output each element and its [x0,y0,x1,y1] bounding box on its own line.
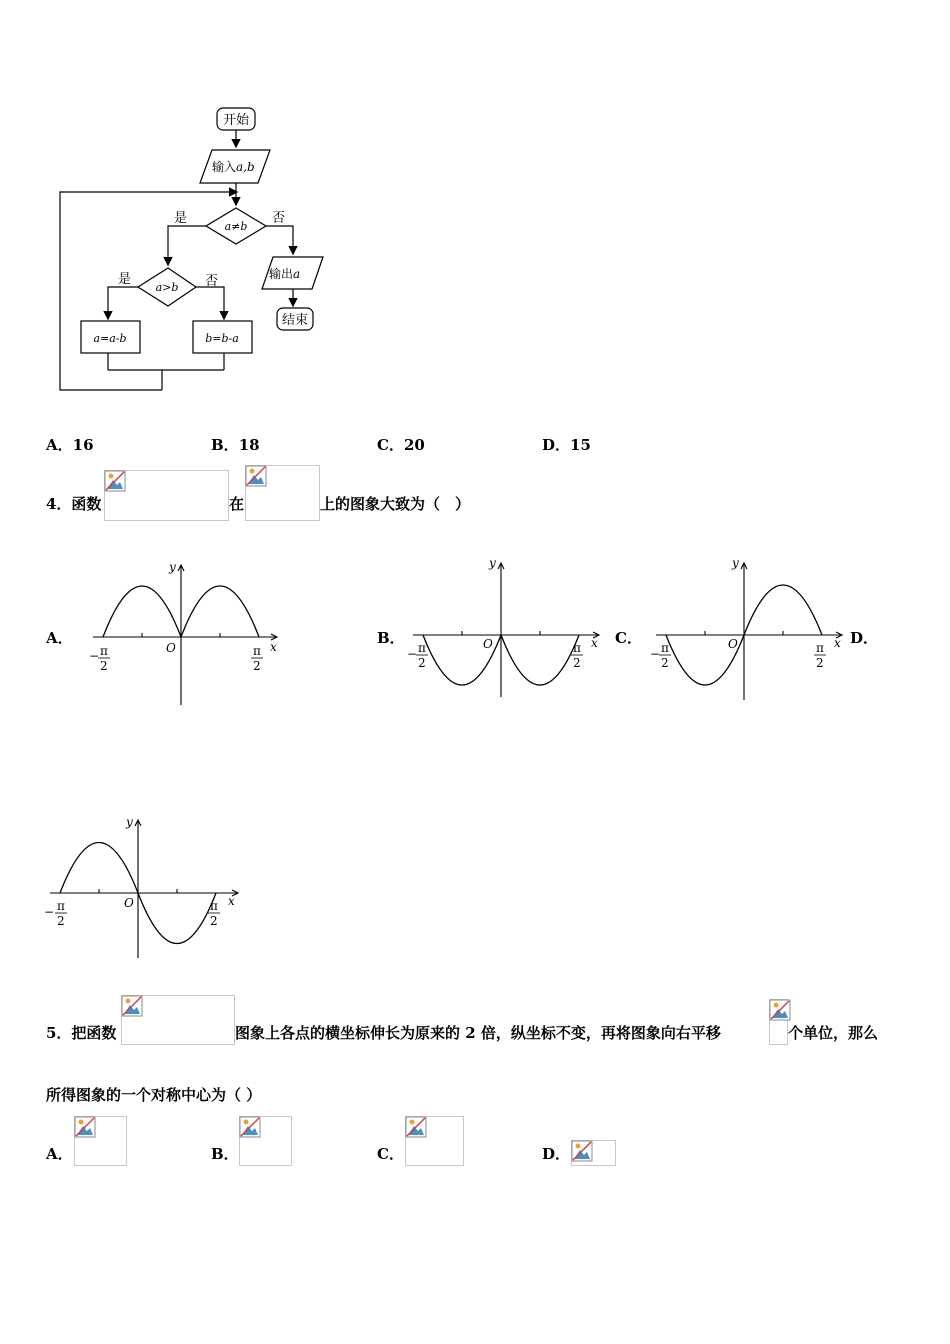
pi-label: π [661,641,669,655]
q3-option-c: C．20 [377,436,425,454]
two-label: 2 [253,659,261,673]
flow-assign-b-label: b=b-a [205,332,239,345]
q5-letter-d: D． [542,1145,571,1163]
axis-y-label: y [732,556,739,570]
two-label: 2 [661,656,669,670]
pi-label: π [210,899,218,913]
q3-option-b: B．18 [211,436,260,454]
flow-cond1-label: a≠b [224,220,248,233]
q4-letter-c: C． [615,629,642,647]
origin-label: O [124,896,134,910]
q4-letter-b: B． [377,629,405,647]
two-label: 2 [57,914,65,928]
axis-y-label: y [169,560,176,574]
broken-image-icon [769,999,791,1021]
q4-function-image [104,470,229,521]
q5-option-b-image [239,1116,292,1166]
q3-option-a: A．16 [46,436,94,454]
minus-sign: − [650,647,661,661]
axis-x-label: x [834,636,841,650]
q5-option-a-image [74,1116,127,1166]
q4-graph-a [85,555,285,710]
q5-option-c-image [405,1116,464,1166]
broken-image-icon [571,1140,593,1162]
q4-mid: 在 [229,495,245,513]
axis-y-label: y [489,556,496,570]
two-label: 2 [418,656,426,670]
axis-x-label: x [591,636,598,650]
minus-sign: − [407,647,418,661]
broken-image-icon [104,470,126,492]
two-label: 2 [100,659,108,673]
flow-input-vars: a,b [236,160,255,174]
pi-label: π [418,641,426,655]
two-label: 2 [573,656,581,670]
broken-image-icon [121,995,143,1017]
broken-image-icon [239,1116,261,1138]
origin-label: O [728,637,738,651]
axis-x-label: x [228,894,235,908]
origin-label: O [483,637,493,651]
q5-mid: 图象上各点的横坐标伸长为原来的 2 倍，纵坐标不变，再将图象向右平移 [235,1024,721,1042]
flow-yes1-label: 是 [174,211,188,226]
q5-line2: 所得图象的一个对称中心为（ ） [46,1086,262,1104]
q5-option-d-image [571,1140,616,1166]
q5-prefix: 5．把函数 [46,1024,117,1042]
flow-input-prefix: 输入 [212,160,237,174]
q5-letter-a: A． [46,1145,73,1163]
q4-graph-d [42,812,242,962]
q4-letter-a: A． [46,629,73,647]
q4-letter-d: D． [850,629,879,647]
two-label: 2 [816,656,824,670]
svg-text:输出a [269,266,300,281]
broken-image-icon [74,1116,96,1138]
flow-yes2-label: 是 [118,272,132,287]
flow-no2-label: 否 [205,274,219,289]
pi-label: π [816,641,824,655]
pi-label: π [573,641,581,655]
q4-graph-b [405,555,605,700]
q4-suffix: 上的图象大致为（ ） [320,495,471,513]
minus-sign: − [89,649,100,663]
broken-image-icon [245,465,267,487]
q5-function-image [121,995,235,1045]
flow-assign-a-label: a=a-b [93,332,127,345]
flow-start-label: 开始 [222,113,250,128]
svg-text:输入a,b [212,159,255,174]
q4-interval-image [245,465,320,521]
two-label: 2 [210,914,218,928]
flow-no1-label: 否 [272,211,286,226]
pi-label: π [57,899,65,913]
q5-suffix: 个单位，那么 [788,1024,879,1042]
flow-end-label: 结束 [281,313,309,328]
q5-letter-b: B． [211,1145,239,1163]
broken-image-icon [405,1116,427,1138]
pi-label: π [253,644,261,658]
q4-prefix: 4．函数 [46,495,102,513]
flow-output-prefix: 输出 [269,267,294,281]
origin-label: O [166,641,176,655]
minus-sign: − [44,905,55,919]
q4-graph-c [648,555,848,705]
flow-cond2-label: a>b [155,281,179,294]
flow-output-var: a [293,267,301,281]
axis-x-label: x [270,640,277,654]
q5-shift-image [769,999,788,1045]
q5-letter-c: C． [377,1145,404,1163]
flowchart [50,100,350,400]
pi-label: π [100,644,108,658]
q3-option-d: D．15 [542,436,591,454]
axis-y-label: y [126,815,133,829]
